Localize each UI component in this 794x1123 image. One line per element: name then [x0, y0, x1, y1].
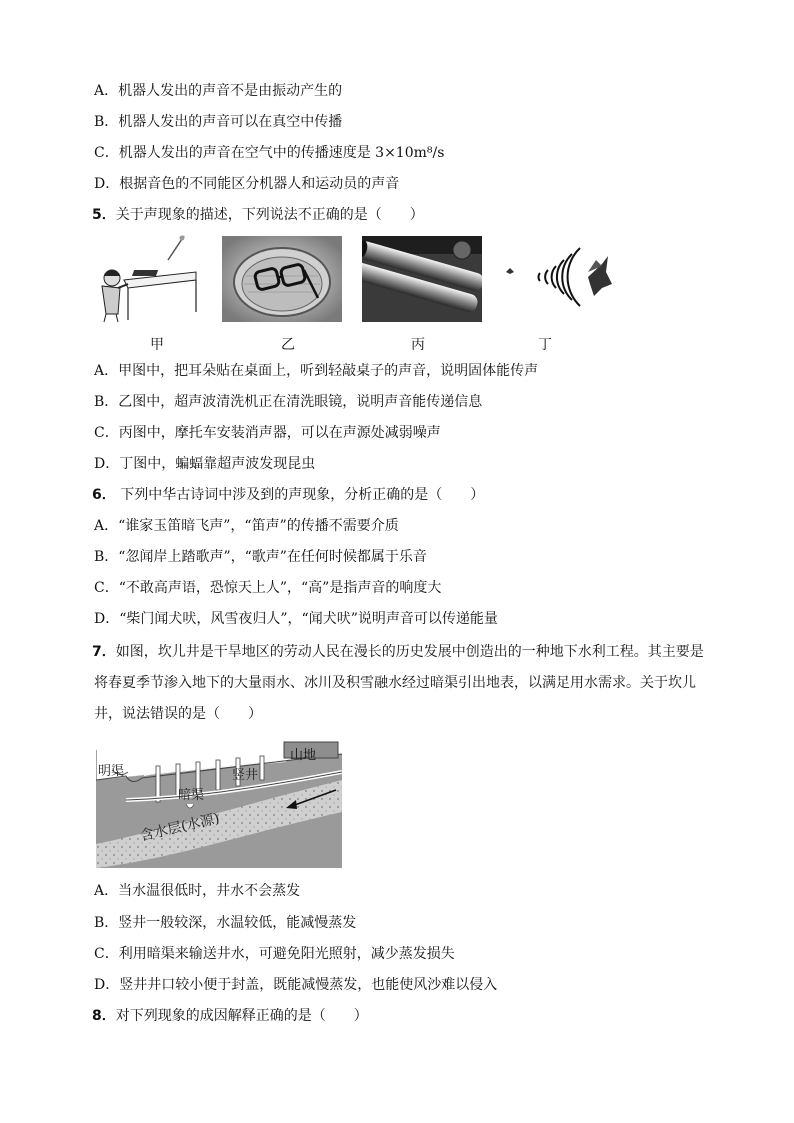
q7-stem-line-3: 井，说法错误的是（ ）	[94, 706, 262, 722]
q7-stem-line-2: 将春夏季节渗入地下的大量雨水、冰川及积雪融水经过暗渠引出地表，以满足用水需求。关于坎儿	[94, 675, 696, 691]
q5-option-b: B．乙图中，超声波清洗机正在清洗眼镜，说明声音能传递信息	[94, 394, 483, 410]
q4-option-d: D．根据音色的不同能区分机器人和运动员的声音	[94, 176, 400, 192]
q5-caption-ding: 丁	[538, 337, 552, 353]
q6-stem	[92, 485, 484, 505]
q7-number: 7．	[92, 644, 116, 660]
q4-option-c: C．机器人发出的声音在空气中的传播速度是 3×10m⁸/s	[94, 145, 445, 161]
q6-option-d: D．“柴门闻犬吠，风雪夜归人”，“闻犬吠”说明声音可以传递能量	[94, 611, 498, 627]
q6-option-c: C．“不敢高声语，恐惊天上人”，“高”是指声音的响度大	[94, 580, 442, 596]
q5-option-a: A．甲图中，把耳朵贴在桌面上，听到轻敲桌子的声音，说明固体能传声	[94, 363, 539, 379]
q5-figure-ding	[502, 232, 614, 322]
label-mountain: 山地	[290, 748, 317, 763]
q5-figure-bing	[362, 236, 482, 322]
q7-option-b: B．竖井一般较深，水温较低，能减慢蒸发	[94, 915, 357, 931]
q7-option-a: A．当水温很低时，井水不会蒸发	[94, 883, 301, 899]
q7-option-d: D．竖井井口较小便于封盖，既能减慢蒸发，也能使风沙难以侵入	[94, 977, 498, 993]
q8-number: 8．	[92, 1008, 116, 1024]
q5-figure-jia	[96, 232, 198, 324]
q6-option-b: B．“忽闻岸上踏歌声”，“歌声”在任何时候都属于乐音	[94, 549, 427, 565]
q5-stem	[92, 205, 424, 225]
q6-text: 下列中华古诗词中涉及到的声现象，分析正确的是（ ）	[115, 487, 485, 503]
q5-figure-yi	[222, 236, 342, 322]
label-aquifer: 含水层(水源)	[138, 810, 222, 845]
label-shaft: 竖井	[232, 768, 259, 783]
label-hidden-channel: 暗渠	[178, 788, 205, 803]
q7-stem-line-1	[92, 642, 704, 662]
q5-option-d: D．丁图中，蝙蝠靠超声波发现昆虫	[94, 456, 316, 472]
label-open-channel: 明渠	[98, 764, 125, 779]
kanerjing-diagram	[96, 740, 342, 868]
q7-text-1: 如图，坎儿井是干旱地区的劳动人民在漫长的历史发展中创造出的一种地下水利工程。其主要是	[115, 644, 704, 660]
q7-option-c: C．利用暗渠来输送井水，可避免阳光照射，减少蒸发损失	[94, 946, 455, 962]
q6-option-a: A．“谁家玉笛暗飞声”，“笛声”的传播不需要介质	[94, 518, 399, 534]
q4-option-b: B．机器人发出的声音可以在真空中传播	[94, 114, 343, 130]
q4-option-a: A．机器人发出的声音不是由振动产生的	[94, 83, 343, 99]
q5-number: 5．	[92, 207, 116, 223]
q6-number: 6．	[92, 487, 116, 503]
q5-caption-jia: 甲	[150, 337, 164, 353]
q8-text: 对下列现象的成因解释正确的是（ ）	[115, 1008, 368, 1024]
q5-caption-yi: 乙	[281, 337, 295, 353]
q5-text: 关于声现象的描述，下列说法不正确的是（ ）	[115, 207, 424, 223]
q5-option-c: C．丙图中，摩托车安装消声器，可以在声源处减弱噪声	[94, 425, 441, 441]
q5-caption-bing: 丙	[411, 337, 425, 353]
q8-stem	[92, 1006, 368, 1026]
